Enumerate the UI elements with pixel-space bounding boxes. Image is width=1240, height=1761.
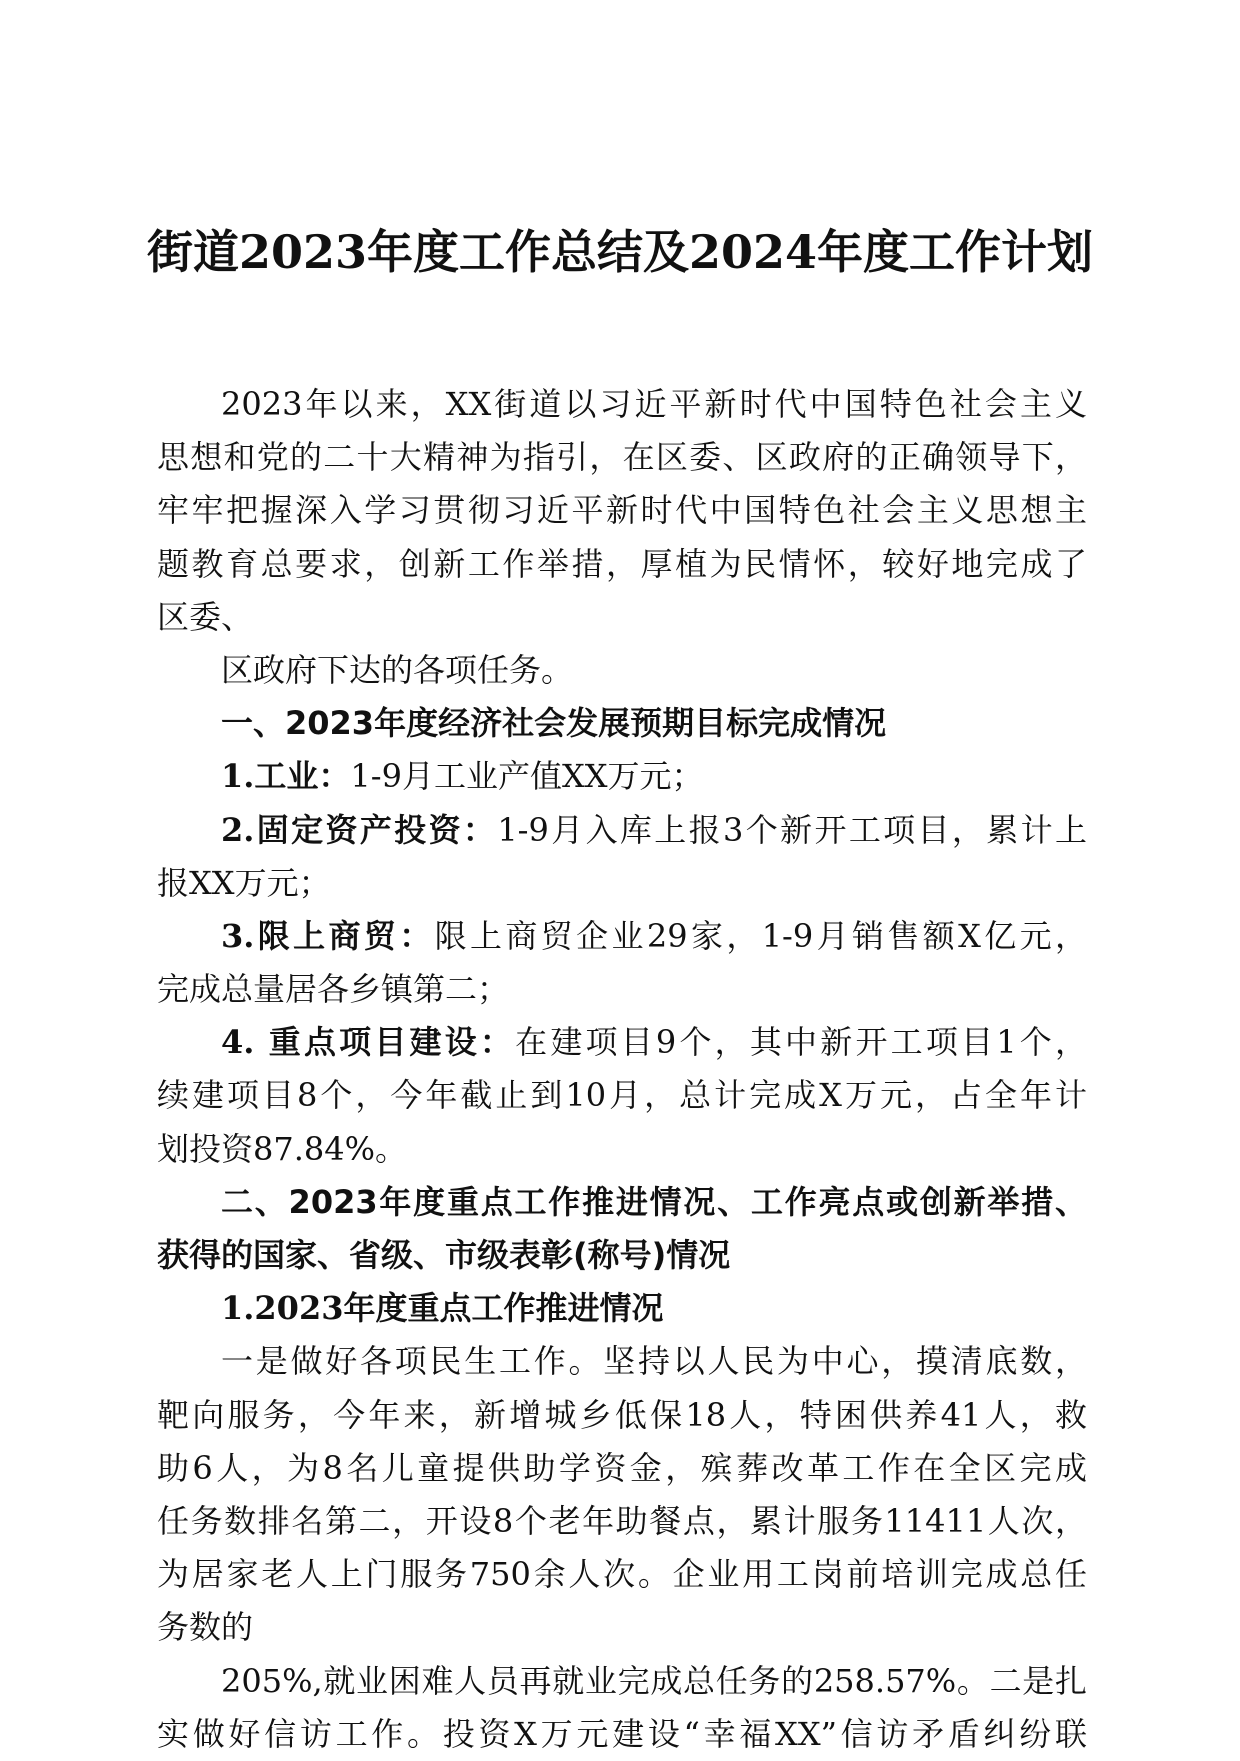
intro-line: 题教育总要求，创新工作举措，厚植为民情怀，较好地完成了 [157, 544, 1087, 583]
item-continuation: 完成总量居各乡镇第二； [157, 970, 510, 1009]
item-continuation: 报XX万元； [157, 863, 331, 902]
intro-line: 牢牢把握深入学习贯彻习近平新时代中国特色社会主义思想主 [157, 491, 1087, 530]
intro-line: 区委、 [157, 597, 254, 636]
document-title: 街道2023年度工作总结及2024年度工作计划 [146, 225, 1094, 279]
item-text: 1-9月入库上报3个新开工项目，累计上 [497, 810, 1087, 849]
item-label: 1.工业： [221, 757, 351, 796]
paragraph-line: 靶向服务，今年来，新增城乡低保18人，特困供养41人，救 [157, 1395, 1087, 1434]
item-continuation: 续建项目8个，今年截止到10月，总计完成X万元，占全年计 [157, 1076, 1087, 1115]
item-label: 4. 重点项目建设： [221, 1023, 516, 1062]
item-text: 限上商贸企业29家，1-9月销售额X亿元， [434, 916, 1087, 955]
paragraph-line: 务数的 [157, 1608, 254, 1647]
paragraph-line: 任务数排名第二，开设8个老年助餐点，累计服务11411人次， [157, 1501, 1087, 1540]
paragraph-line: 助6人，为8名儿童提供助学资金，殡葬改革工作在全区完成 [157, 1448, 1087, 1487]
intro-line: 2023年以来，XX街道以习近平新时代中国特色社会主义 [221, 385, 1087, 423]
paragraph-line: 一是做好各项民生工作。坚持以人民为中心，摸清底数， [221, 1342, 1087, 1381]
item-text: 1-9月工业产值XX万元； [350, 757, 704, 796]
list-item [157, 804, 1087, 857]
intro-line: 思想和党的二十大精神为指引，在区委、区政府的正确领导下， [157, 438, 1087, 477]
item-continuation: 划投资87.84%。 [157, 1129, 408, 1168]
intro-line: 区政府下达的各项任务。 [221, 650, 574, 689]
section-heading: 获得的国家、省级、市级表彰(称号)情况 [157, 1236, 731, 1274]
section-heading: 一、2023年度经济社会发展预期目标完成情况 [221, 704, 887, 743]
item-label: 3.限上商贸： [221, 916, 435, 955]
paragraph-line: 205%,就业困难人员再就业完成总任务的258.57%。二是扎 [221, 1661, 1087, 1700]
list-item [157, 910, 1087, 963]
subsection-heading: 1.2023年度重点工作推进情况 [221, 1289, 664, 1328]
section-heading: 二、2023年度重点工作推进情况、工作亮点或创新举措、 [221, 1182, 1087, 1221]
item-text: 在建项目9个，其中新开工项目1个， [515, 1023, 1087, 1062]
list-item [157, 750, 1087, 803]
paragraph-line: 实做好信访工作。投资X万元建设“幸福XX”信访矛盾纠纷联 [157, 1714, 1087, 1753]
item-label: 2.固定资产投资： [221, 810, 498, 849]
list-item [157, 1016, 1087, 1069]
document-body [157, 378, 1087, 1761]
paragraph-line: 为居家老人上门服务750余人次。企业用工岗前培训完成总任 [157, 1555, 1087, 1594]
